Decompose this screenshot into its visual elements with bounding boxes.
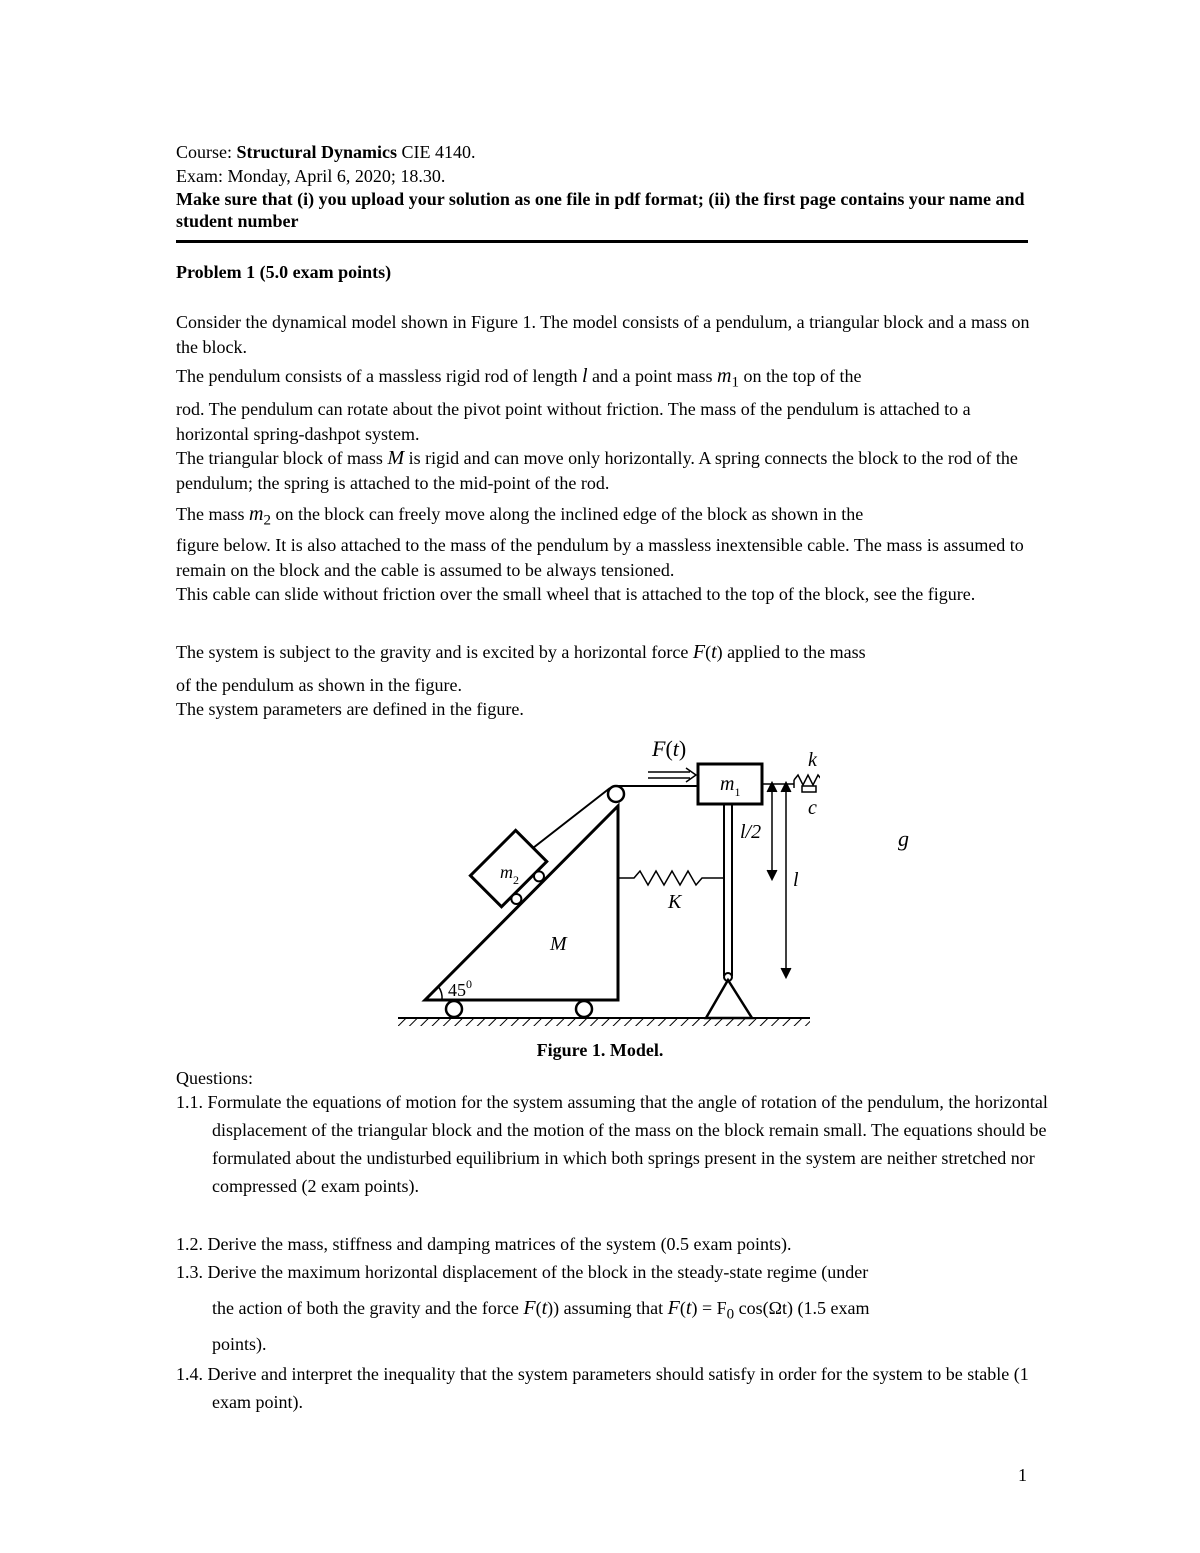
label-half-length: l/2 bbox=[740, 821, 762, 843]
label-M: M bbox=[550, 933, 567, 955]
block-wheel-left bbox=[446, 1001, 462, 1017]
label-force: F(t) bbox=[652, 736, 687, 761]
paragraph-pendulum-cont: rod. The pendulum can rotate about the pivot point without friction. The mass of the pendulum is attached to a horizontal spring-dashpot system. bbox=[176, 399, 971, 444]
question-1-2: 1.2. Derive the mass, stiffness and damping matrices of the system (0.5 exam points). bbox=[176, 1234, 792, 1254]
label-angle: $45^0$ bbox=[448, 977, 472, 1000]
course-name: Structural Dynamics bbox=[236, 142, 397, 162]
paragraph-mass2-cont: figure below. It is also attached to the mass of the pendulum by a massless inextensible cable. The mass is assumed to remain on the block and the cable is assumed to be always tensioned. bbox=[176, 535, 1024, 580]
question-1-4: 1.4. Derive and interpret the inequality that the system parameters should satisfy in order for the system to be stable (1 exam point). bbox=[176, 1364, 1029, 1412]
spring-k bbox=[794, 775, 820, 785]
paragraph-excitation-cont: of the pendulum as shown in the figure. bbox=[176, 675, 462, 695]
label-K: K bbox=[668, 891, 682, 913]
course-line: Course: Structural Dynamics CIE 4140. bbox=[176, 142, 476, 162]
questions-heading: Questions: bbox=[176, 1068, 254, 1088]
label-m2: $m_2$ bbox=[500, 862, 519, 887]
paragraph-block: The triangular block of mass M is rigid and can move only horizontally. A spring connects the block to the rod of the pendulum; the spring is attached to the mid-point of the rod. bbox=[176, 447, 1018, 493]
question-1-1: 1.1. Formulate the equations of motion for the system assuming that the angle of rotation of the pendulum, the horizontal displacement of the triangular block and the motion of the mass on the block remain small. The equations should be formulated about the undisturbed equilibrium in which both springs present in the system are neither stretched nor compressed (2 exam points). bbox=[176, 1092, 1048, 1196]
damper-c bbox=[802, 786, 816, 792]
upload-instructions: Make sure that (i) you upload your solution as one file in pdf format; (ii) the first page contains your name and student number bbox=[176, 189, 1025, 231]
cable-incline bbox=[533, 788, 610, 848]
spring-K bbox=[618, 871, 724, 885]
paragraph-cable: This cable can slide without friction over the small wheel that is attached to the top of the block, see the figure. bbox=[176, 584, 976, 604]
paragraph-pendulum: The pendulum consists of a massless rigid rod of length l and a point mass $m_1$ on the top of the bbox=[176, 365, 862, 391]
paragraph-intro: Consider the dynamical model shown in Figure 1. The model consists of a pendulum, a triangular block and a mass on the block. bbox=[176, 312, 1030, 357]
label-g: g bbox=[898, 826, 909, 851]
header-divider bbox=[176, 240, 1028, 243]
pulley-wheel bbox=[608, 786, 624, 802]
pivot-support bbox=[706, 980, 752, 1018]
label-length: l bbox=[793, 869, 799, 891]
block-wheel-right bbox=[576, 1001, 592, 1017]
page-number: 1 bbox=[1018, 1465, 1027, 1485]
paragraph-excitation: The system is subject to the gravity and is excited by a horizontal force F(t) applied to the mass bbox=[176, 641, 866, 663]
figure-caption: Figure 1. Model. bbox=[536, 1040, 664, 1060]
force-arrow bbox=[648, 768, 696, 782]
problem-title: Problem 1 (5.0 exam points) bbox=[176, 262, 392, 282]
question-1-3-line3: points). bbox=[212, 1334, 267, 1354]
label-c: c bbox=[808, 797, 817, 819]
model-figure bbox=[390, 728, 820, 1038]
exam-date: Exam: Monday, April 6, 2020; 18.30. bbox=[176, 166, 446, 186]
question-1-3-line2: the action of both the gravity and the force F(t)) assuming that $F(t) = F_0$ cos(Ωt) (1.5 exam bbox=[212, 1297, 870, 1323]
angle-arc bbox=[438, 986, 442, 1000]
question-1-3: 1.3. Derive the maximum horizontal displacement of the block in the steady-state regime (under bbox=[176, 1262, 869, 1282]
label-m1: $m_1$ bbox=[720, 773, 741, 799]
exam-header bbox=[176, 140, 1028, 232]
paragraph-parameters: The system parameters are defined in the figure. bbox=[176, 699, 524, 719]
paragraph-mass2: The mass $m_2$ on the block can freely move along the inclined edge of the block as shown in the bbox=[176, 503, 864, 529]
label-k: k bbox=[808, 749, 817, 771]
